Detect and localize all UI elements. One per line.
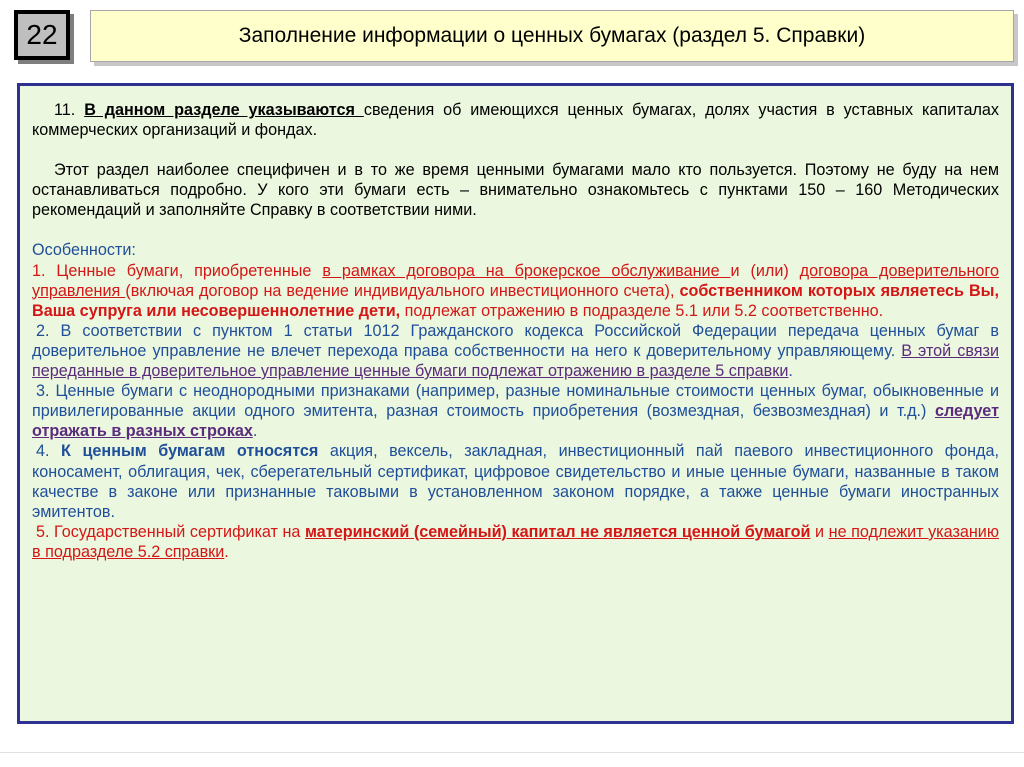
paragraph-11-text: сведения об имеющихся ценных бумагах, долях участия в уставных капиталах коммерческих организаций и фондах.	[32, 101, 999, 140]
item1-g: подлежат отражению в подразделе 5.1 или 5.2 соответственно.	[400, 301, 884, 320]
item5-b: материнский (семейный) капитал не является ценной бумагой	[305, 522, 811, 541]
item2-c: .	[788, 362, 793, 381]
item5-c: и	[810, 522, 829, 541]
item2-a: 2. В соответствии с пунктом 1 статьи 1012 Гражданского кодекса Российской Федерации передача ценных бумаг в доверительное управление не влечет перехода права собственности на него к доверительному управляющему.	[32, 321, 999, 360]
item3-b: следует отражать в разных строках	[32, 402, 999, 441]
item3-a: 3. Ценные бумаги с неоднородными признаками (например, разные номинальные стоимости ценных бумаг, обыкновенные и привилегированные акции одного эмитента, разная стоимость приобретения (возмездная, безвозмездная) и т.д.)	[32, 382, 999, 421]
slide-number: 22	[14, 10, 70, 60]
slide-title: Заполнение информации о ценных бумагах (раздел 5. Справки)	[90, 10, 1014, 62]
features-heading: Особенности:	[32, 241, 136, 260]
item4-b: К ценным бумагам относятся	[61, 442, 319, 461]
feature-item-5	[32, 522, 999, 562]
item1-e: (включая договор на ведение индивидуального инвестиционного счета),	[125, 281, 680, 300]
item3-c: .	[252, 422, 258, 441]
feature-item-1	[32, 261, 999, 321]
feature-item-4	[32, 441, 999, 521]
item1-c: и (или)	[730, 261, 800, 280]
item4-c: акция, вексель, закладная, инвестиционный пай паевого инвестиционного фонда, коносамент, облигация, чек, сберегательный сертификат, цифровое свидетельство и иные ценные бумаги, названные в таком качестве в законе или признанные таковыми в установленном законом порядке, а также ценные бумаги иностранных эмитентов.	[32, 442, 999, 521]
item5-d: не подлежит указанию в подразделе 5.2 справки	[32, 522, 999, 561]
item1-f: собственником которых являетесь Вы, Ваша супруга или несовершеннолетние дети,	[32, 281, 999, 320]
item1-a: 1. Ценные бумаги, приобретенные	[32, 261, 323, 280]
footer-divider	[0, 752, 1024, 753]
item5-e: .	[224, 542, 229, 561]
feature-item-2	[32, 321, 999, 381]
paragraph-11	[32, 100, 999, 140]
paragraph-11-number: 11.	[54, 101, 85, 119]
item2-b: В этой связи переданные в доверительное управление ценные бумаги подлежат отражению в разделе 5 справки	[32, 341, 999, 381]
content-panel	[17, 83, 1014, 724]
intro-paragraph: Этот раздел наиболее специфичен и в то же время ценными бумагами мало кто пользуется. Поэтому не буду на нем останавливаться подробно. У кого эти бумаги есть – внимательно ознакомьтесь с пунктами 150 – 160 Методических рекомендаций и заполняйте Справку в соответствии ними.	[32, 161, 999, 220]
item1-d: договора доверительного управления	[32, 261, 999, 300]
item4-a: 4.	[36, 442, 62, 461]
item5-a: 5. Государственный сертификат на	[36, 522, 305, 541]
paragraph-11-lead: В данном разделе указываются	[84, 101, 364, 119]
feature-item-3	[32, 381, 999, 441]
item1-b: в рамках договора на брокерское обслуживание	[322, 261, 731, 280]
